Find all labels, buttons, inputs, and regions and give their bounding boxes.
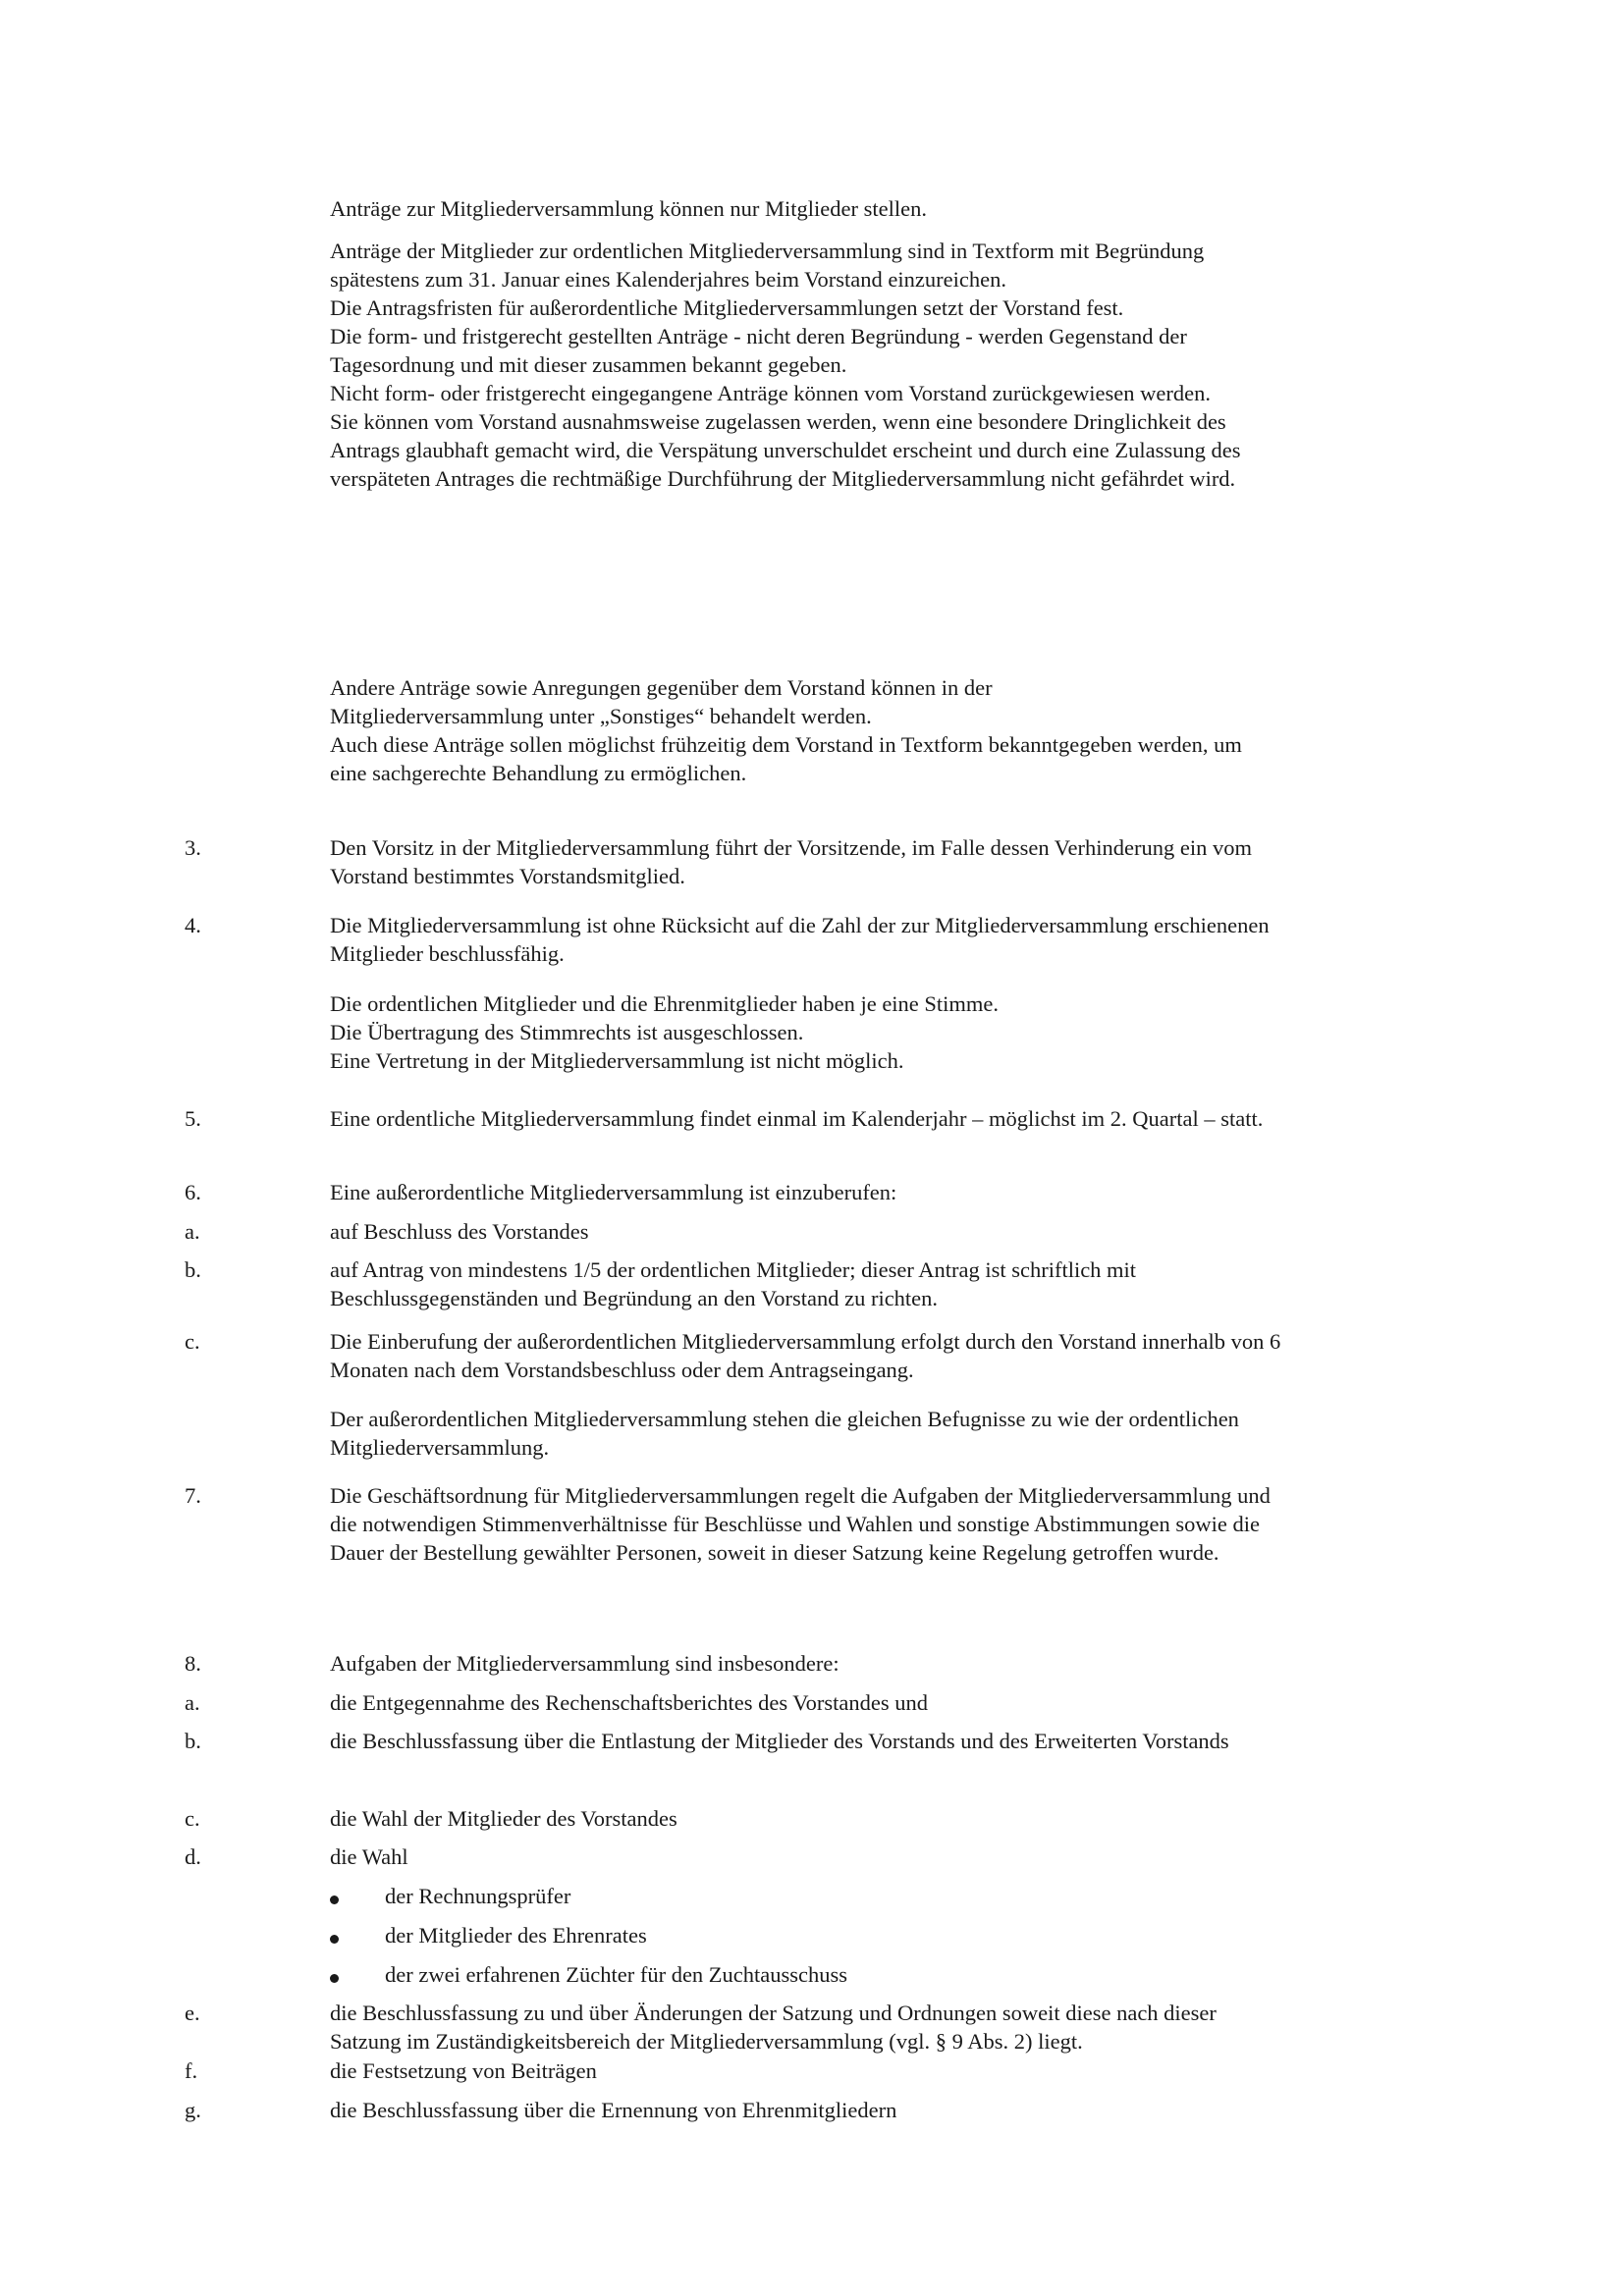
bullet-item-zuchtausschuss: der zwei erfahrenen Züchter für den Zuchtausschuss [385, 1962, 848, 1987]
item-number-3: 3. [185, 835, 201, 860]
item-text-8a: die Entgegennahme des Rechenschaftsberichtes des Vorstandes und [330, 1690, 928, 1715]
item-text-8: Aufgaben der Mitgliederversammlung sind insbesondere: [330, 1651, 839, 1676]
item-letter-8e: e. [185, 2001, 200, 2025]
bullet-item-rechnungspruefer: der Rechnungsprüfer [385, 1884, 571, 1908]
item-text-3: Den Vorsitz in der Mitgliederversammlung führt der Vorsitzende, im Falle dessen Verhinderung ein vom Vorstand bestimmtes Vorstandsmitglied. [330, 835, 1252, 888]
item-letter-8a: a. [185, 1690, 200, 1715]
item-6-befugnisse: Der außerordentlichen Mitgliederversammlung stehen die gleichen Befugnisse zu wie der ordentlichen Mitgliederversammlung. [330, 1407, 1239, 1460]
item-text-8c: die Wahl der Mitglieder des Vorstandes [330, 1806, 677, 1831]
item-text-6c: Die Einberufung der außerordentlichen Mitgliederversammlung erfolgt durch den Vorstand innerhalb von 6 Monaten nach dem Vorstandsbeschluss oder dem Antragseingang. [330, 1329, 1281, 1382]
bullet-icon [330, 1935, 339, 1944]
item-text-8b: die Beschlussfassung über die Entlastung der Mitglieder des Vorstands und des Erweiterten Vorstands [330, 1729, 1229, 1753]
bullet-icon [330, 1896, 339, 1904]
paragraph-antraege-mitglieder: Anträge zur Mitgliederversammlung können nur Mitglieder stellen. [330, 196, 927, 221]
paragraph-antragsfristen: Anträge der Mitglieder zur ordentlichen Mitgliederversammlung sind in Textform mit Begründung spätestens zum 31. Januar eines Kalenderjahres beim Vorstand einzureichen. Die Antragsfristen für außerordentliche Mitgliederversammlungen setzt der Vorstand fest. Die form- und fristgerecht gestellten Anträge - nicht deren Begründung - werden Gegenstand der Tagesordnung und mit dieser zusammen bekannt gegeben. Nicht form- oder fristgerecht eingegangene Anträge können vom Vorstand zurückgewiesen werden. Sie können vom Vorstand ausnahmsweise zugelassen werden, wenn eine besondere Dringlichkeit des Antrags glaubhaft gemacht wird, die Verspätung unverschuldet erscheint und durch eine Zulassung des verspäteten Antrages die rechtmäßige Durchführung der Mitgliederversammlung nicht gefährdet wird. [330, 239, 1241, 491]
item-letter-6a: a. [185, 1219, 200, 1244]
item-letter-8b: b. [185, 1729, 201, 1753]
item-letter-6c: c. [185, 1329, 200, 1354]
item-letter-8f: f. [185, 2058, 198, 2083]
item-letter-8d: d. [185, 1844, 201, 1869]
bullet-dot-icon [330, 1884, 339, 1912]
item-text-6: Eine außerordentliche Mitgliederversammlung ist einzuberufen: [330, 1180, 897, 1204]
paragraph-andere-antraege: Andere Anträge sowie Anregungen gegenüber dem Vorstand können in der Mitgliederversammlung unter „Sonstiges“ behandelt werden. Auch diese Anträge sollen möglichst frühzeitig dem Vorstand in Textform bekanntgegeben werden, um eine sachgerechte Behandlung zu ermöglichen. [330, 675, 1242, 785]
item-number-4: 4. [185, 913, 201, 937]
bullet-icon [330, 1974, 339, 1983]
item-text-7: Die Geschäftsordnung für Mitgliederversammlungen regelt die Aufgaben der Mitgliederversammlung und die notwendigen Stimmenverhältnisse für Beschlüsse und Wahlen und sonstige Abstimmungen sowie die Dauer der Bestellung gewählter Personen, soweit in dieser Satzung keine Regelung getroffen wurde. [330, 1483, 1271, 1565]
bullet-dot-icon [330, 1962, 339, 1991]
item-text-8e: die Beschlussfassung zu und über Änderungen der Satzung und Ordnungen soweit diese nach dieser Satzung im Zuständigkeitsbereich der Mitgliederversammlung (vgl. § 9 Abs. 2) liegt. [330, 2001, 1217, 2054]
item-text-4: Die Mitgliederversammlung ist ohne Rücksicht auf die Zahl der zur Mitgliederversammlung erschienenen Mitglieder beschlussfähig. [330, 913, 1270, 966]
item-text-6a: auf Beschluss des Vorstandes [330, 1219, 589, 1244]
item-text-8g: die Beschlussfassung über die Ernennung von Ehrenmitgliedern [330, 2098, 897, 2122]
bullet-dot-icon [330, 1923, 339, 1951]
item-text-5: Eine ordentliche Mitgliederversammlung findet einmal im Kalenderjahr – möglichst im 2. Quartal – statt. [330, 1106, 1264, 1131]
item-4-stimmrecht: Die ordentlichen Mitglieder und die Ehrenmitglieder haben je eine Stimme. Die Übertragung des Stimmrechts ist ausgeschlossen. Eine Vertretung in der Mitgliederversammlung ist nicht möglich. [330, 991, 1000, 1073]
item-number-8: 8. [185, 1651, 201, 1676]
item-number-7: 7. [185, 1483, 201, 1508]
item-text-6b: auf Antrag von mindestens 1/5 der ordentlichen Mitglieder; dieser Antrag ist schriftlich mit Beschlussgegenständen und Begründung an den Vorstand zu richten. [330, 1257, 1137, 1310]
item-text-8f: die Festsetzung von Beiträgen [330, 2058, 597, 2083]
item-letter-8c: c. [185, 1806, 200, 1831]
item-text-8d: die Wahl [330, 1844, 408, 1869]
bullet-item-ehrenrat: der Mitglieder des Ehrenrates [385, 1923, 647, 1948]
item-number-5: 5. [185, 1106, 201, 1131]
item-letter-6b: b. [185, 1257, 201, 1282]
item-number-6: 6. [185, 1180, 201, 1204]
item-letter-8g: g. [185, 2098, 201, 2122]
